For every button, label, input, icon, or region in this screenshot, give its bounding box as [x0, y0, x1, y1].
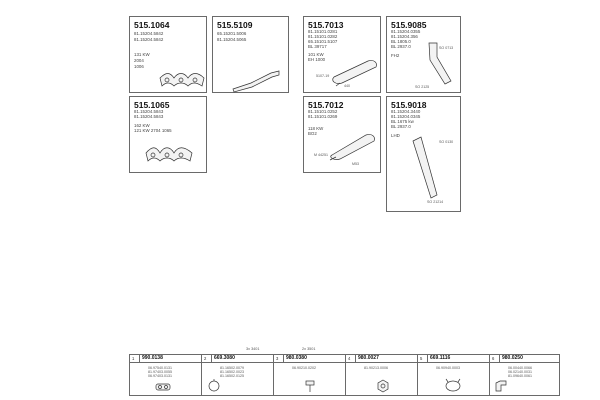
part-line: BL 1675 kw — [391, 119, 414, 124]
part-line: 81.15204.5843 — [134, 109, 164, 114]
part-line: 81.15204.5065 — [217, 37, 247, 42]
accessory-index: 5 — [420, 356, 423, 361]
part-card-2[interactable] — [212, 16, 289, 93]
dimension-label: SO 2125 — [415, 85, 430, 89]
part-line: BL 1805.0 — [391, 39, 411, 44]
gasket-icon — [154, 381, 172, 393]
part-line: EH 1000 — [308, 57, 326, 62]
accessory-line: 06.97403.0131 — [148, 374, 172, 378]
dimension-label: SO 0713 — [439, 46, 454, 50]
part-line: 101 KW — [308, 52, 324, 57]
accessories-strip — [129, 354, 560, 396]
muffler-illustration — [328, 57, 380, 87]
part-line: 81.15204.356 — [391, 34, 418, 39]
accessory-part-number: 990.0138 — [142, 355, 163, 361]
long-pipe-illustration — [411, 135, 447, 201]
part-line: 81.15101.0252 — [308, 109, 338, 114]
part-line: BL 2937.0 — [391, 44, 411, 49]
muffler-illustration — [324, 131, 378, 161]
part-number: 515.7013 — [308, 20, 344, 30]
part-line: 81.15204.0355 — [391, 29, 421, 34]
accessory-index: 6 — [492, 356, 495, 361]
part-line: 81.15101.0282 — [308, 34, 338, 39]
accessory-cell-5[interactable] — [418, 355, 490, 395]
exhaust-manifold-illustration — [144, 143, 194, 169]
part-line: 121 KW 2704 1065 — [134, 128, 172, 133]
part-number: 515.5109 — [217, 20, 253, 30]
accessory-line: 06.97540.0131 — [148, 366, 172, 370]
part-line: 81.15204.5843 — [134, 114, 164, 119]
part-number: 515.9018 — [391, 100, 427, 110]
accessory-line: 06.02140.0031 — [508, 370, 532, 374]
exhaust-manifold-illustration — [158, 70, 206, 92]
accessory-line: 81.16502.0125 — [220, 374, 244, 378]
accessory-index: 4 — [348, 356, 351, 361]
accessory-index: 2 — [204, 356, 207, 361]
part-card-6[interactable] — [303, 96, 381, 173]
accessory-line: 81.09640.0061 — [508, 374, 532, 378]
part-line: BL 2937.0 — [391, 124, 411, 129]
part-line: 131 KW — [134, 52, 150, 57]
part-line: 65.15101.5107 — [308, 39, 338, 44]
dimension-label: M53 — [352, 162, 359, 166]
part-line: BL 39717 — [308, 44, 327, 49]
part-card-3[interactable] — [303, 16, 381, 93]
accessory-cell-6[interactable] — [490, 355, 560, 395]
dimension-label: 5107-19 — [316, 74, 330, 78]
accessory-part-number: 669.3080 — [214, 355, 235, 361]
part-line: 65.15201.5006 — [217, 31, 247, 36]
accessory-line: 81.90213.0006 — [364, 366, 388, 370]
accessory-index: 3 — [276, 356, 279, 361]
quantity-note: 3x 3401 — [246, 347, 260, 351]
part-line: 81.15204.5842 — [134, 31, 164, 36]
part-line: BO2 — [308, 131, 317, 136]
dimension-label: M 44251 — [314, 153, 328, 157]
part-card-5[interactable] — [129, 96, 207, 173]
part-number: 515.7012 — [308, 100, 344, 110]
part-line: 81.15204.0345 — [391, 114, 421, 119]
clamp-ring-icon — [444, 377, 462, 393]
bent-pipe-illustration — [415, 41, 455, 86]
part-line: 2004 — [134, 58, 144, 63]
part-number: 515.9085 — [391, 20, 427, 30]
accessory-part-number: 669.1116 — [430, 355, 451, 361]
accessory-part-number: 980.0380 — [286, 355, 307, 361]
dimension-label: SO 0130 — [439, 140, 454, 144]
part-line: 81.15101.0281 — [308, 29, 338, 34]
accessory-line: 06.90210.0202 — [292, 366, 316, 370]
part-line: 1006 — [134, 64, 144, 69]
part-line: 118 KW — [308, 126, 324, 131]
part-line: 81.15101.0269 — [308, 114, 338, 119]
dimension-label: SO 21214 — [427, 200, 444, 204]
accessory-cell-3[interactable] — [274, 355, 346, 395]
exhaust-pipe-illustration — [231, 69, 281, 91]
accessory-part-number: 980.0027 — [358, 355, 379, 361]
accessory-part-number: 980.0250 — [502, 355, 523, 361]
accessory-line: 06.00440.0066 — [508, 366, 532, 370]
accessory-line: 81.16502.0023 — [220, 370, 244, 374]
dimension-label: 440 — [344, 84, 350, 88]
accessory-cell-4[interactable] — [346, 355, 418, 395]
accessory-cell-1[interactable] — [130, 355, 202, 395]
accessory-cell-2[interactable] — [202, 355, 274, 395]
part-line: 81.15204.5842 — [134, 37, 164, 42]
accessory-index: 1 — [132, 356, 135, 361]
quantity-note: 2x 3501 — [302, 347, 316, 351]
part-card-7[interactable] — [386, 96, 461, 212]
part-line: 162 KW — [134, 123, 150, 128]
part-card-4[interactable] — [386, 16, 461, 93]
bolt-icon — [304, 379, 316, 393]
accessory-line: 06.90940.0003 — [436, 366, 460, 370]
part-line: LHD — [391, 133, 400, 138]
accessory-line: 81.97403.0055 — [148, 370, 172, 374]
bracket-icon — [494, 379, 508, 393]
clamp-icon — [207, 379, 221, 393]
part-number: 515.1065 — [134, 100, 170, 110]
part-line: 81.15204.3440 — [391, 109, 421, 114]
part-card-1[interactable] — [129, 16, 207, 93]
accessory-line: 81.16502.0079 — [220, 366, 244, 370]
nut-icon — [376, 379, 390, 393]
part-number: 515.1064 — [134, 20, 170, 30]
part-line: FH2 — [391, 53, 400, 58]
